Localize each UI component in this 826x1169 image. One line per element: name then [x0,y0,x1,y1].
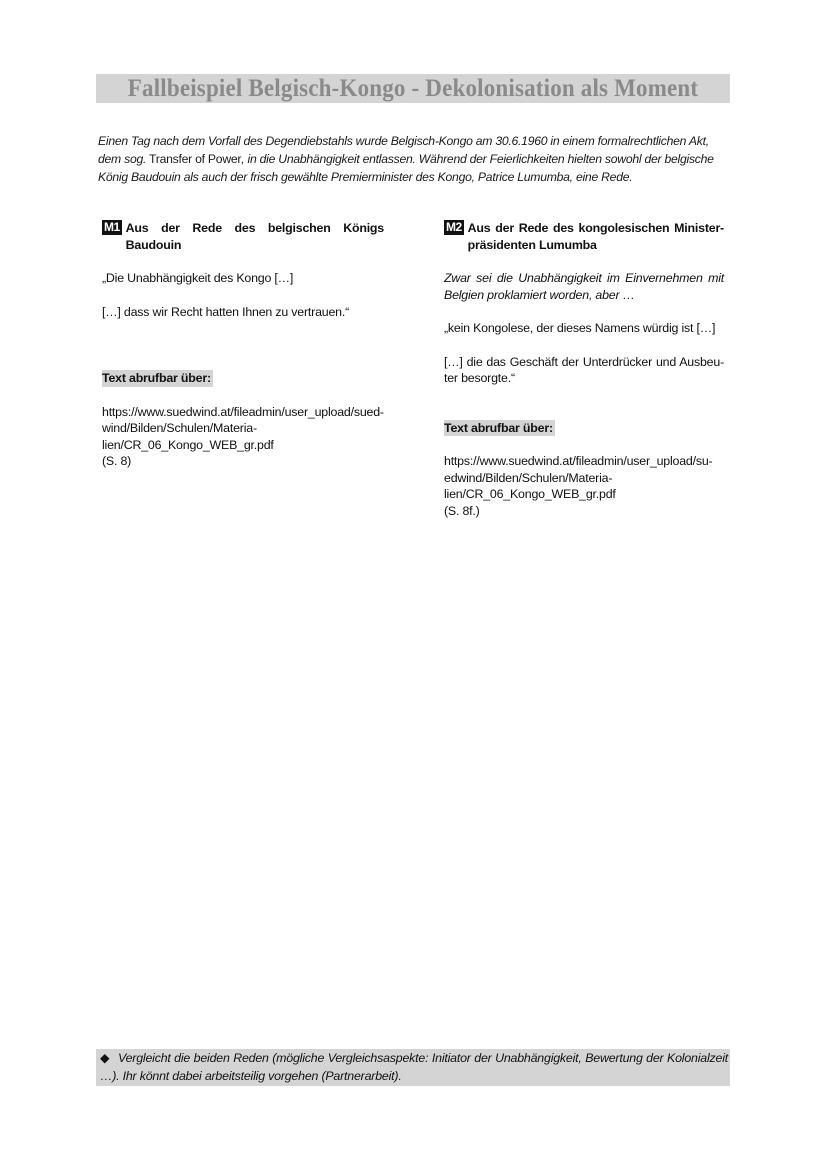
m2-source-label: Text abrufbar über: [444,420,553,435]
m2-url-line: edwind/Bilden/Schulen/Materia- [444,470,613,485]
m2-context: Zwar sei die Unabhängigkeit im Einvernehmen mit Belgien proklamiert worden, aber … [444,271,724,302]
intro-text-part2: , in die Unabhängigkeit entlassen. Während der Feierlichkeiten hielten sowohl der belgische König Baudouin als auch der frisch gewählte Premierminister des Kongo, Patrice Lumumba, eine Rede. [98,152,714,184]
m1-badge: M1 [104,220,120,234]
m1-url-line: lien/CR_06_Kongo_WEB_gr.pdf [102,437,274,452]
m1-url-line: https://www.suedwind.at/fileadmin/user_upload/sued- [102,404,384,419]
diamond-bullet-icon: ◆ [100,1051,110,1065]
m1-source-label: Text abrufbar über: [102,371,211,385]
m1-quote-end: […] dass wir Recht hatten Ihnen zu vertrauen.“ [102,304,349,319]
m2-heading [444,220,724,253]
m2-quote-end: […] die das Geschäft der Unterdrücker und Ausbeu-ter besorgte.“ [444,354,724,385]
m1-page-ref: (S. 8) [102,454,132,468]
intro-paragraph [98,132,730,186]
m2-source-link[interactable] [444,453,724,503]
m2-heading-text: Aus der Rede des kongolesischen Minister-präsidenten Lumumba [467,221,724,252]
m2-quote-start: „kein Kongolese, der dieses Namens würdig ist […] [444,321,716,335]
task-instruction [100,1049,728,1085]
m1-source-link[interactable] [102,404,384,454]
m2-url-line: https://www.suedwind.at/fileadmin/user_upload/su- [444,454,713,468]
task-text: Vergleicht die beiden Reden (mögliche Vergleichsaspekte: Initiator der Unabhängigkeit, Bewertung der Kolonialzeit …). Ihr könnt dabei arbeitsteilig vorgehen (Partnerarbeit). [100,1051,728,1083]
page-title: Fallbeispiel Belgisch-Kongo - Dekolonisation als Moment [127,74,699,102]
title-banner [96,74,730,103]
m2-page-ref: (S. 8f.) [444,503,480,518]
material-m1 [102,220,384,470]
m2-url-line: lien/CR_06_Kongo_WEB_gr.pdf [444,487,616,501]
m1-heading-text: Aus der Rede des belgischen Königs Baudouin [125,221,384,252]
intro-text-part1: Einen Tag nach dem Vorfall des Degendiebstahls wurde Belgisch-Kongo am 30.6.1960 in einem formalrechtlichen Akt, dem sog. [98,134,709,166]
m1-heading [102,220,384,253]
m2-badge: M2 [446,220,462,234]
m1-quote-start: „Die Unabhängigkeit des Kongo […] [102,271,294,285]
m1-url-line: wind/Bilden/Schulen/Materia- [102,421,257,435]
material-m2 [444,220,724,519]
intro-term: Transfer of Power [146,152,242,166]
